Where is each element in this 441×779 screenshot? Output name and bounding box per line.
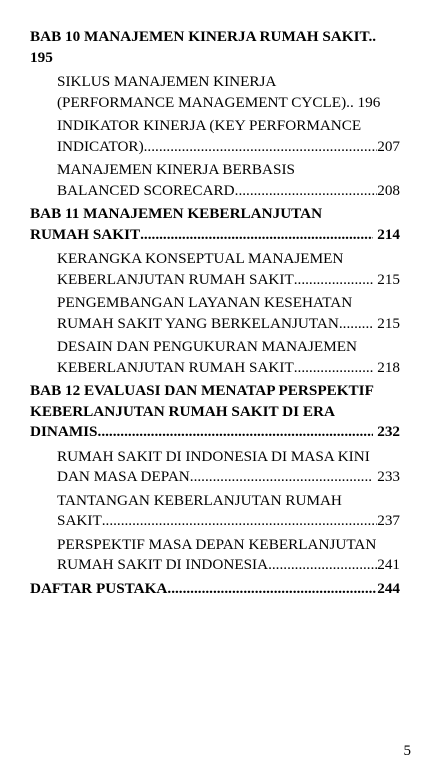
toc-entry-page: 241 — [377, 556, 400, 573]
toc-entry-title: BAB 11 MANAJEMEN KEBERLANJUTAN — [30, 205, 323, 222]
toc-entry-title: TANTANGAN KEBERLANJUTAN RUMAH — [57, 491, 342, 509]
toc-entry-title: PENGEMBANGAN LAYANAN KESEHATAN — [57, 294, 353, 311]
toc-entry-title-cont: DINAMIS — [30, 423, 98, 440]
toc-entry-title: BAB 12 EVALUASI DAN MENATAP PERSPEKTIF — [30, 382, 374, 399]
toc-entry-title: SIKLUS MANAJEMEN KINERJA — [57, 73, 277, 90]
toc-entry-kerangka — [30, 249, 400, 290]
page-number: 5 — [403, 743, 411, 759]
toc-entry-title: DAFTAR PUSTAKA — [30, 579, 168, 597]
toc-entry-title: INDIKATOR KINERJA (KEY PERFORMANCE — [57, 117, 362, 134]
toc-entry-indikator — [30, 116, 400, 157]
dot-leader — [190, 467, 374, 488]
toc-entry-tantangan — [30, 491, 400, 532]
toc-entry-title-cont: INDICATOR) — [57, 137, 144, 155]
toc-entry-page: 207 — [377, 137, 400, 155]
toc-entry-title-cont: DAN MASA DEPAN — [57, 468, 190, 485]
dot-leader — [140, 225, 373, 246]
toc-entry-title-cont: RUMAH SAKIT DI INDONESIA — [57, 556, 269, 573]
toc-entry-title: DESAIN DAN PENGUKURAN MANAJEMEN — [57, 338, 357, 355]
toc-entry-page: 232 — [377, 423, 400, 440]
dot-leader — [339, 314, 374, 335]
toc-entry-pengembangan — [30, 293, 400, 334]
toc-entry-page: 237 — [377, 512, 400, 529]
toc-entry-perspektif — [30, 535, 400, 576]
toc-entry-bab-11 — [30, 204, 400, 245]
toc-entry-bab-10 — [30, 27, 400, 68]
toc-entry-title-cont: BALANCED SCORECARD — [57, 181, 235, 199]
dot-leader — [98, 422, 374, 443]
toc-entry-daftar-pustaka — [30, 579, 400, 600]
toc-entry-page: 214 — [377, 225, 400, 243]
toc-entry-title: MANAJEMEN KINERJA BERBASIS — [57, 161, 295, 178]
toc-entry-title: BAB 10 MANAJEMEN KINERJA RUMAH SAKIT.. — [30, 28, 377, 45]
dot-leader — [167, 579, 377, 600]
dot-leader — [235, 181, 378, 202]
dot-leader — [102, 511, 378, 532]
toc-entry-page: 218 — [377, 358, 400, 376]
toc-entry-page: 195 — [30, 48, 53, 66]
toc-entry-page: 233 — [377, 468, 400, 485]
toc-entry-bab-12 — [30, 381, 400, 443]
toc-entry-title: RUMAH SAKIT DI INDONESIA DI MASA KINI — [57, 447, 370, 465]
toc-entry-title-cont: RUMAH SAKIT — [30, 225, 141, 243]
toc-entry-desain — [30, 337, 400, 378]
toc-entry-page: 208 — [377, 181, 400, 199]
toc-entry-title: PERSPEKTIF MASA DEPAN KEBERLANJUTAN — [57, 535, 377, 553]
toc-entry-siklus — [30, 72, 400, 113]
toc-entry-page: 196 — [357, 93, 381, 111]
toc-entry-title: KERANGKA KONSEPTUAL MANAJEMEN — [57, 250, 344, 267]
toc-entry-page: 215 — [377, 314, 400, 332]
dot-leader — [144, 137, 378, 158]
toc-entry-title-cont: RUMAH SAKIT YANG BERKELANJUTAN — [57, 314, 339, 332]
toc-entry-title-cont: KEBERLANJUTAN RUMAH SAKIT — [57, 270, 294, 288]
toc-entry-page: 215 — [377, 270, 400, 288]
table-of-contents — [30, 27, 400, 603]
toc-entry-title-line2: KEBERLANJUTAN RUMAH SAKIT DI ERA — [30, 402, 335, 420]
dot-leader — [268, 555, 377, 576]
toc-entry-bsc — [30, 160, 400, 201]
toc-entry-title-cont: KEBERLANJUTAN RUMAH SAKIT — [57, 358, 294, 376]
toc-entry-title-cont: SAKIT — [57, 512, 102, 529]
toc-entry-page: 244 — [377, 579, 400, 597]
dot-leader — [294, 358, 374, 379]
toc-entry-rs-indonesia — [30, 447, 400, 488]
toc-entry-title-cont: (PERFORMANCE MANAGEMENT CYCLE).. — [57, 93, 354, 111]
dot-leader — [294, 270, 374, 291]
